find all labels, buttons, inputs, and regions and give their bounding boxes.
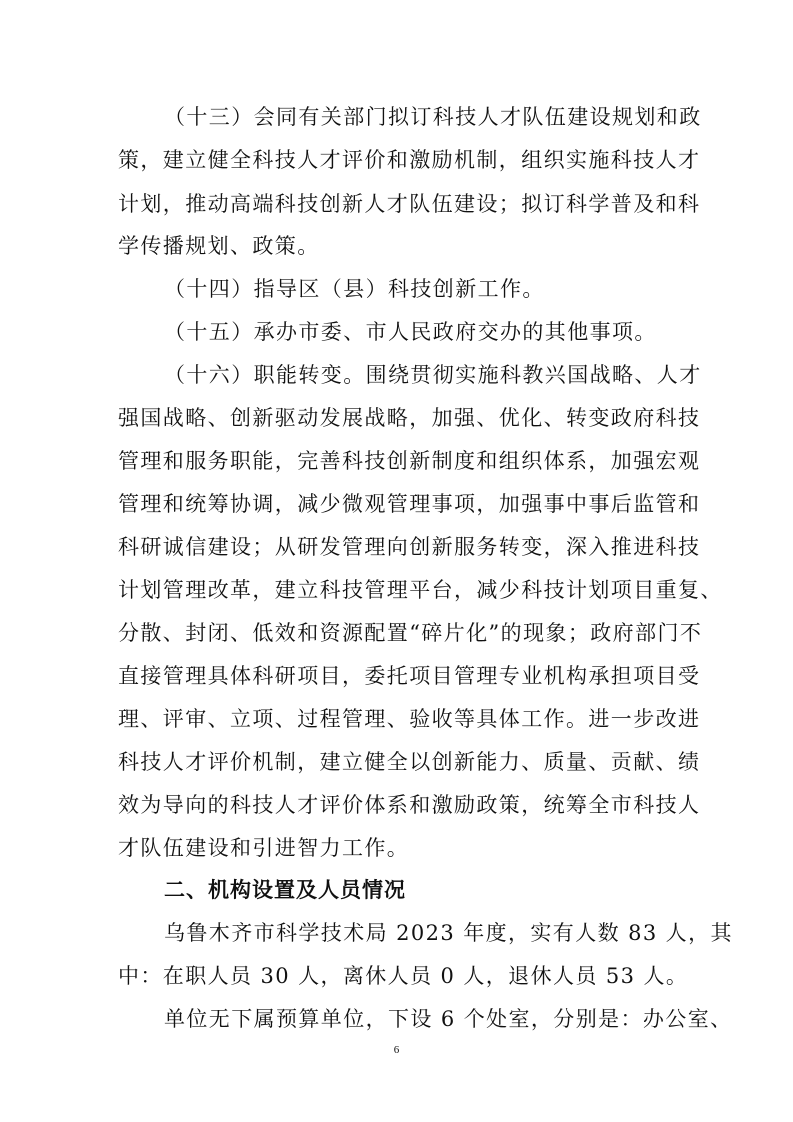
paragraph-13-line-2: 策，建立健全科技人才评价和激励机制，组织实施科技人才: [118, 148, 701, 172]
paragraph-13-line-4: 学传播规划、政策。: [118, 234, 320, 258]
paragraph-16-line-12: 才队伍建设和引进智力工作。: [118, 836, 410, 860]
paragraph-13-line-1: （十三）会同有关部门拟订科技人才队伍建设规划和政: [164, 105, 702, 129]
staff-line-1: 乌鲁木齐市科学技术局 2023 年度，实有人数 83 人，其: [164, 921, 733, 945]
paragraph-16-line-3: 管理和服务职能，完善科技创新制度和组织体系，加强宏观: [118, 449, 701, 473]
paragraph-15: （十五）承办市委、市人民政府交办的其他事项。: [164, 320, 657, 344]
page-number: 6: [393, 1044, 400, 1056]
paragraph-16-line-9: 理、评审、立项、过程管理、验收等具体工作。进一步改进: [118, 707, 701, 731]
paragraph-16-line-2: 强国战略、创新驱动发展战略，加强、优化、转变政府科技: [118, 406, 701, 430]
paragraph-16-line-4: 管理和统筹协调，减少微观管理事项，加强事中事后监管和: [118, 492, 701, 516]
paragraph-16-line-11: 效为导向的科技人才评价体系和激励政策，统筹全市科技人: [118, 793, 701, 817]
paragraph-14: （十四）指导区（县）科技创新工作。: [164, 277, 545, 301]
paragraph-16-line-7: 分散、封闭、低效和资源配置“碎片化”的现象；政府部门不: [118, 621, 703, 645]
paragraph-16-line-6: 计划管理改革，建立科技管理平台，减少科技计划项目重复、: [118, 578, 723, 602]
staff-line-2: 中：在职人员 30 人，离休人员 0 人，退休人员 53 人。: [118, 964, 689, 988]
paragraph-16-line-1: （十六）职能转变。围绕贯彻实施科教兴国战略、人才: [164, 363, 702, 387]
paragraph-13-line-3: 计划，推动高端科技创新人才队伍建设；拟订科学普及和科: [118, 192, 701, 216]
staff-line-3: 单位无下属预算单位，下设 6 个处室，分别是：办公室、: [164, 1007, 733, 1031]
paragraph-16-line-5: 科研诚信建设；从研发管理向创新服务转变，深入推进科技: [118, 535, 701, 559]
paragraph-16-line-10: 科技人才评价机制，建立健全以创新能力、质量、贡献、绩: [118, 750, 701, 774]
section-heading: 二、机构设置及人员情况: [164, 878, 406, 902]
paragraph-16-line-8: 直接管理具体科研项目，委托项目管理专业机构承担项目受: [118, 664, 701, 688]
